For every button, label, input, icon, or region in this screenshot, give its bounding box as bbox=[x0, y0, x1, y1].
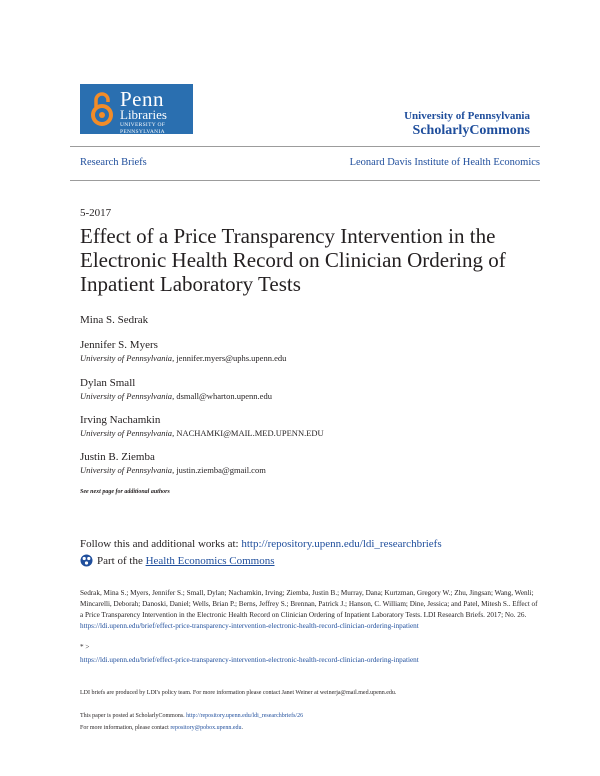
contact-email-link[interactable]: repository@pobox.upenn.edu bbox=[170, 725, 242, 731]
author-contact[interactable]: , jennifer.myers@uphs.upenn.edu bbox=[172, 353, 287, 363]
follow-url-link[interactable]: http://repository.upenn.edu/ldi_researchbriefs bbox=[241, 538, 442, 550]
open-access-icon bbox=[86, 90, 118, 128]
part-text: Part of the bbox=[97, 555, 146, 567]
university-link[interactable]: University of Pennsylvania bbox=[404, 110, 530, 122]
follow-text: Follow this and additional works at: bbox=[80, 538, 242, 550]
more-info-end: . bbox=[241, 725, 243, 731]
publication-date: 5-2017 bbox=[80, 207, 112, 219]
more-info-text: For more information, please contact bbox=[80, 725, 171, 731]
health-economics-commons-link[interactable]: Health Economics Commons bbox=[145, 555, 275, 567]
author-affiliation-name: University of Pennsylvania bbox=[80, 465, 173, 475]
see-next-page-note: See next page for additional authors bbox=[80, 489, 170, 495]
part-of-line bbox=[97, 555, 275, 567]
author-name: Justin B. Ziemba bbox=[80, 451, 155, 463]
series-link-ldi[interactable]: Leonard Davis Institute of Health Economics bbox=[349, 157, 540, 168]
divider-bottom bbox=[70, 180, 540, 181]
posted-line bbox=[80, 713, 303, 719]
penn-libraries-logo[interactable] bbox=[80, 84, 193, 134]
follow-line bbox=[80, 538, 442, 550]
author-contact[interactable]: , NACHAMKI@MAIL.MED.UPENN.EDU bbox=[172, 428, 324, 438]
logo-penn-text: Penn bbox=[120, 87, 164, 111]
author-affiliation bbox=[80, 465, 266, 475]
author-affiliation bbox=[80, 353, 286, 363]
logo-libraries-text: Libraries bbox=[120, 107, 167, 122]
commons-network-icon bbox=[80, 554, 93, 567]
citation-marker: * > bbox=[80, 643, 90, 651]
author-name: Dylan Small bbox=[80, 377, 136, 389]
author-affiliation bbox=[80, 391, 272, 401]
logo-university-text: UNIVERSITY OF PENNSYLVANIA bbox=[120, 122, 166, 135]
author-affiliation-name: University of Pennsylvania bbox=[80, 391, 173, 401]
citation-text: Sedrak, Mina S.; Myers, Jennifer S.; Small, Dylan; Nachamkin, Irving; Ziemba, Justin B.; Murray, Dana; Kurtzman, Gregory W.; Zhu, Jingsan; Wang, Wenli; Mincarelli, Deborah; Danoski, Daniel; Wells, Brian P.; Berns, Jeffrey S.; Brennan, Patrick J.; Hanson, C. William; Dine, Jessica; and Patel, Mitesh S.. Effect of a Price Transparency Intervention in the Electronic Health Record on Clinician Ordering of Inpatient Laboratory Tests. LDI Research Briefs. 2017; No. 26. bbox=[80, 589, 538, 619]
author-name: Mina S. Sedrak bbox=[80, 314, 149, 326]
author-contact[interactable]: , justin.ziemba@gmail.com bbox=[172, 465, 266, 475]
more-info-line bbox=[80, 725, 243, 731]
author-affiliation bbox=[80, 428, 324, 438]
author-name: Irving Nachamkin bbox=[80, 414, 161, 426]
paper-title: Effect of a Price Transparency Intervention in the Electronic Health Record on Clinician Ordering of Inpatient Laboratory Tests bbox=[80, 224, 506, 296]
citation-url-link[interactable]: https://ldi.upenn.edu/brief/effect-price-transparency-intervention-electronic-health-record-clinician-ordering-inpatient bbox=[80, 622, 419, 630]
divider-top bbox=[70, 146, 540, 147]
author-contact[interactable]: , dsmall@wharton.upenn.edu bbox=[172, 391, 272, 401]
recommended-citation bbox=[80, 588, 540, 632]
series-link-research-briefs[interactable]: Research Briefs bbox=[80, 157, 147, 168]
author-affiliation-name: University of Pennsylvania bbox=[80, 353, 173, 363]
posted-text: This paper is posted at ScholarlyCommons. bbox=[80, 713, 187, 719]
citation-url-link-2[interactable]: https://ldi.upenn.edu/brief/effect-price-transparency-intervention-electronic-health-record-clinician-ordering-inpatient bbox=[80, 656, 419, 664]
scholarly-commons-link[interactable]: ScholarlyCommons bbox=[412, 123, 530, 138]
posted-url-link[interactable]: http://repository.upenn.edu/ldi_researchbriefs/26 bbox=[186, 713, 304, 719]
author-affiliation-name: University of Pennsylvania bbox=[80, 428, 173, 438]
author-name: Jennifer S. Myers bbox=[80, 339, 158, 351]
ldi-note: LDI briefs are produced by LDI's policy team. For more information please contact Janet Weiner at weinerja@mail.med.upenn.edu. bbox=[80, 690, 397, 696]
